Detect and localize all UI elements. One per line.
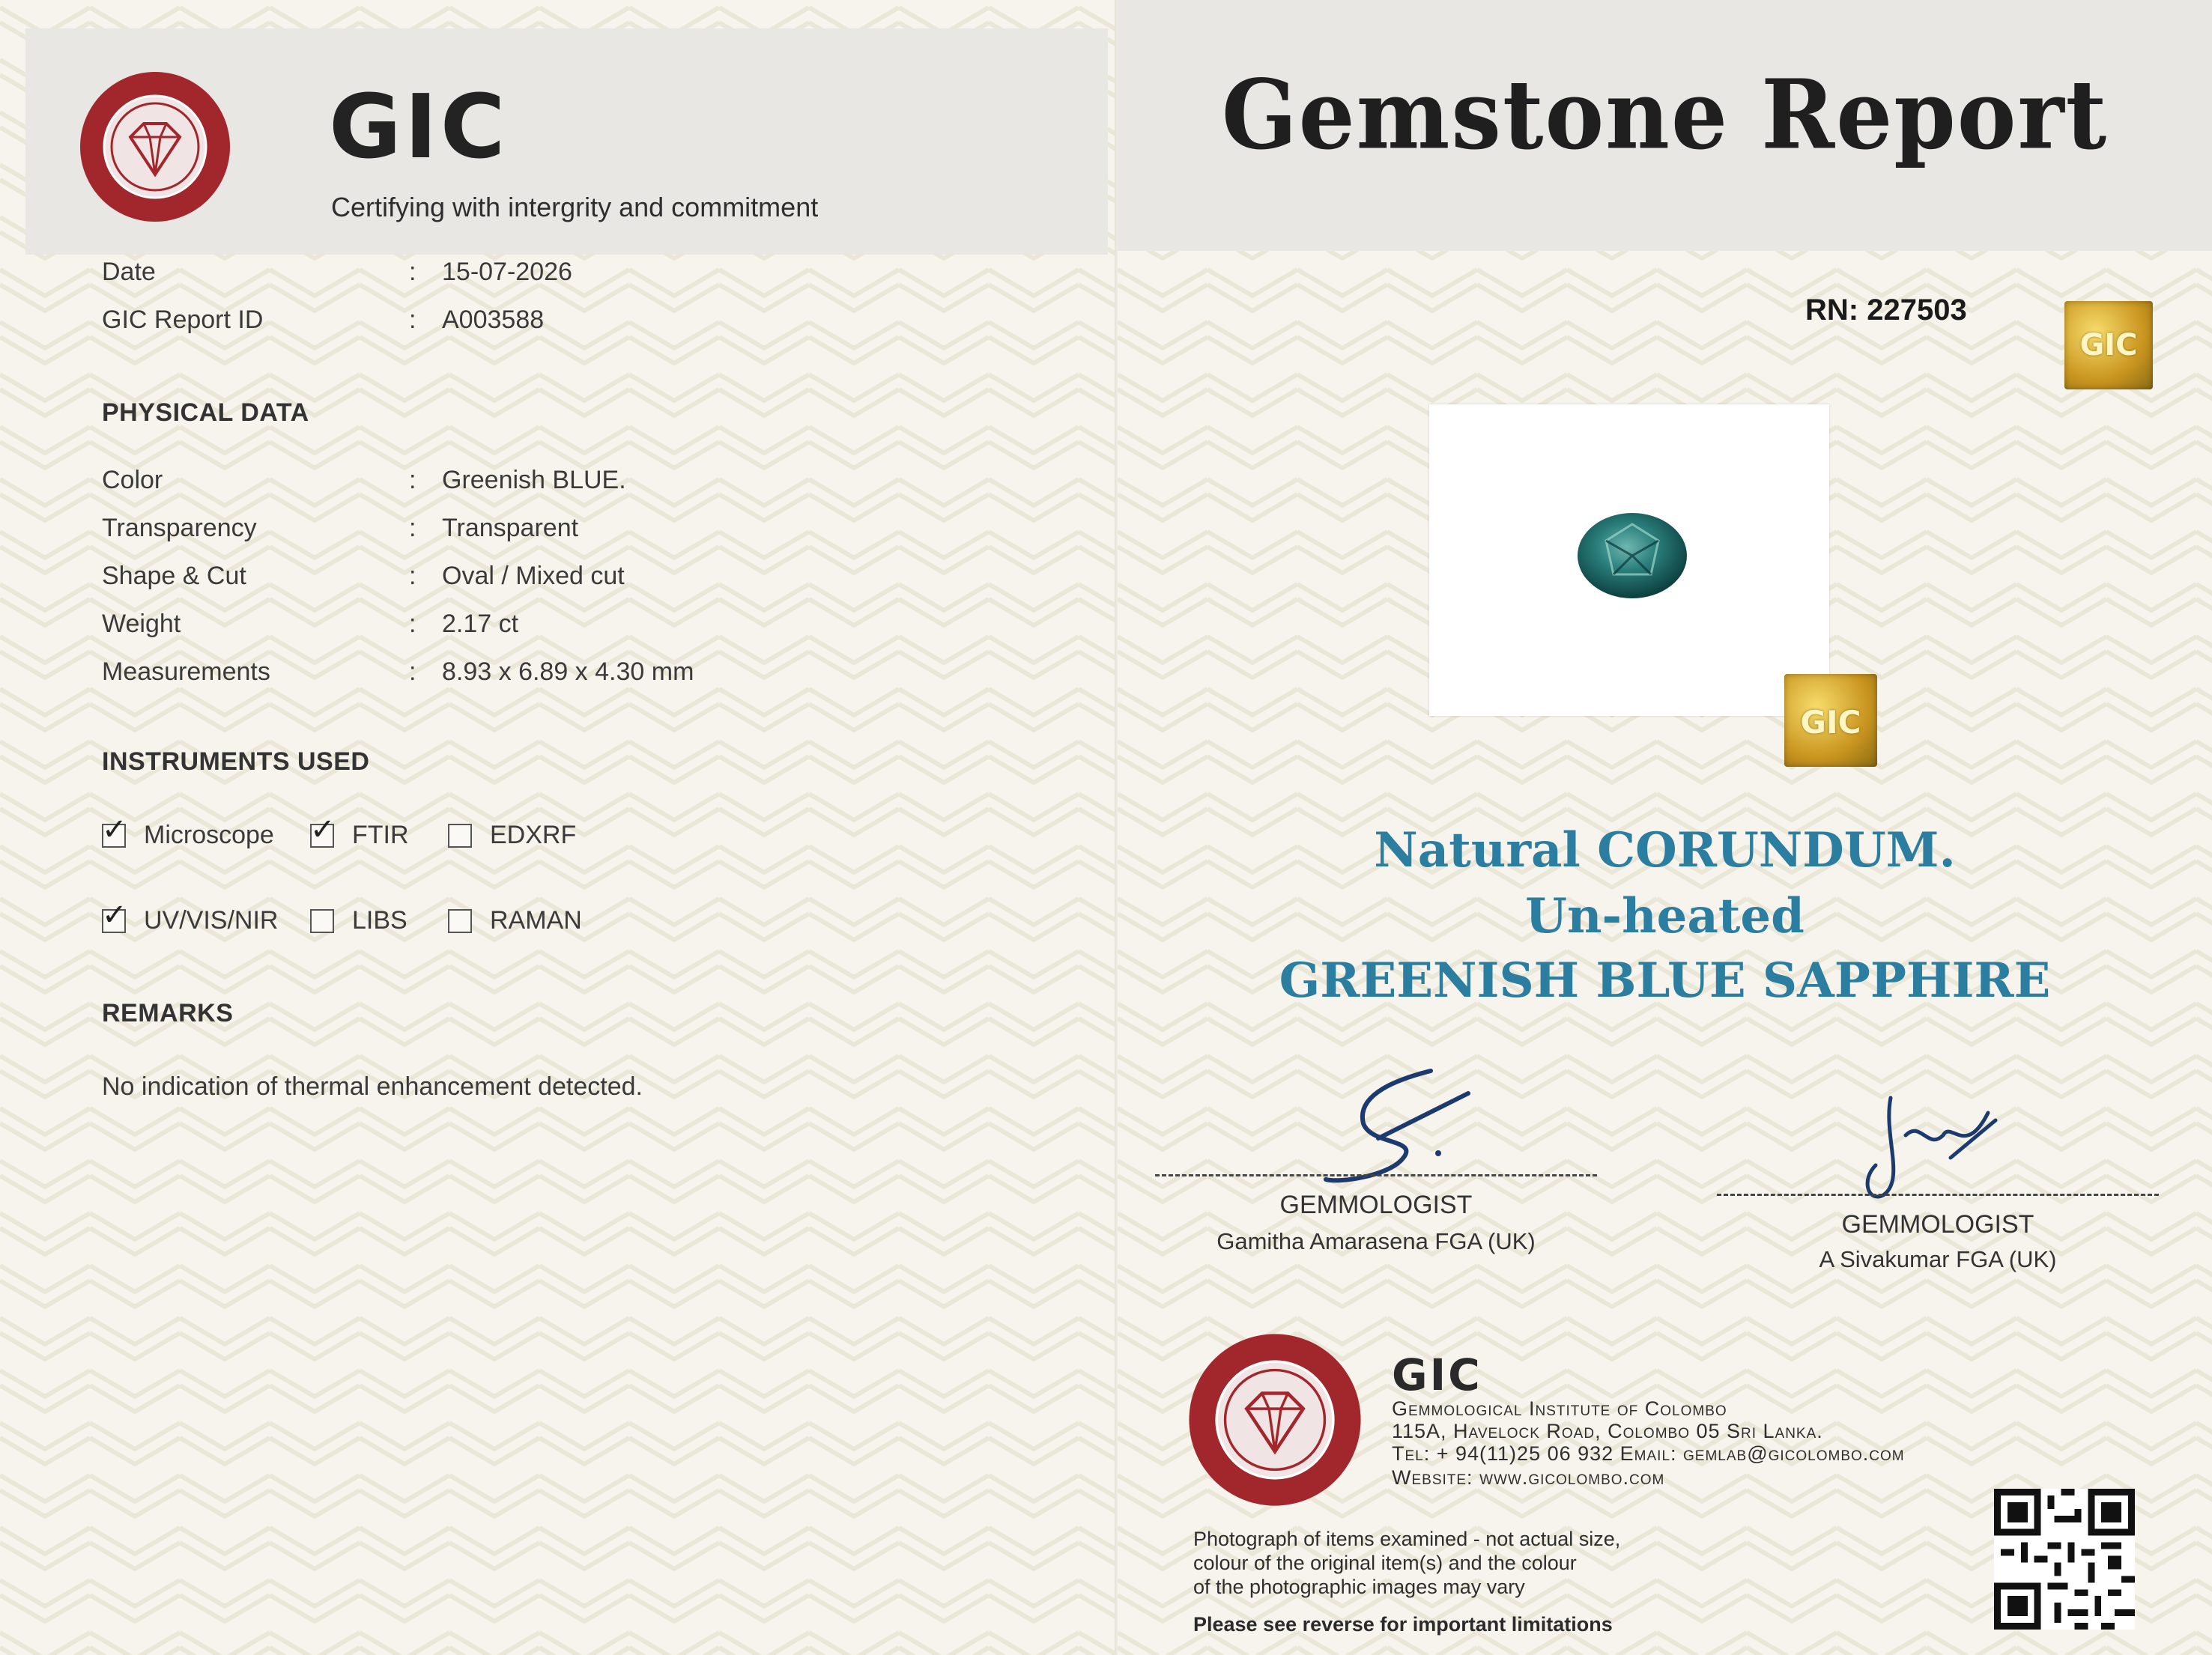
gic-seal-logo	[78, 70, 232, 224]
report-header	[25, 28, 1108, 255]
instruments-heading: INSTRUMENTS USED	[102, 747, 370, 776]
gemstone-image	[1576, 511, 1688, 601]
signature-line	[1717, 1194, 2159, 1196]
color-value: Greenish BLUE.	[442, 466, 626, 494]
photo-disclaimer-line: colour of the original item(s) and the colour	[1193, 1552, 1577, 1574]
signatory-name: A Sivakumar FGA (UK)	[1819, 1246, 2057, 1272]
colon: :	[409, 514, 416, 542]
signature-line	[1155, 1174, 1597, 1176]
instrument-label: Microscope	[144, 821, 274, 849]
check-mark-icon: ✓	[102, 899, 127, 932]
website: Website: www.gicolombo.com	[1392, 1466, 1665, 1489]
weight-label: Weight	[102, 610, 181, 638]
colon: :	[409, 562, 416, 590]
hologram-label: GIC	[2079, 328, 2138, 362]
check-mark-icon: ✓	[310, 813, 336, 846]
report-id-label: GIC Report ID	[102, 306, 264, 334]
measurements-label: Measurements	[102, 658, 270, 686]
signature-2	[1861, 1090, 2003, 1203]
hologram-sticker-icon	[1784, 674, 1877, 767]
checkbox	[102, 813, 127, 848]
institute-name: Gemmological Institute of Colombo	[1392, 1397, 1727, 1420]
remarks-heading: REMARKS	[102, 999, 234, 1027]
brand-name: GIC	[329, 75, 509, 178]
transparency-label: Transparency	[102, 514, 257, 542]
treatment-line: Un-heated	[1525, 888, 1805, 944]
instrument-label: UV/VIS/NIR	[144, 906, 279, 935]
tagline: Certifying with intergrity and commitment	[331, 192, 819, 222]
colon: :	[409, 306, 416, 334]
report-id-value: A003588	[442, 306, 545, 334]
signatory-role: GEMMOLOGIST	[1841, 1210, 2034, 1239]
check-mark-icon: ✓	[102, 813, 127, 846]
transparency-value: Transparent	[442, 514, 579, 542]
colon: :	[409, 258, 416, 286]
report-number: RN: 227503	[1805, 294, 1967, 327]
footer-brand: GIC	[1392, 1349, 1482, 1400]
identification-line: Natural CORUNDUM.	[1374, 822, 1956, 878]
instrument-label: LIBS	[352, 906, 407, 935]
color-label: Color	[102, 466, 163, 494]
limitations-note: Please see reverse for important limitations	[1193, 1613, 1613, 1636]
colon: :	[409, 610, 416, 638]
date-value: 15-07-2026	[442, 258, 572, 286]
measurements-value: 8.93 x 6.89 x 4.30 mm	[442, 658, 694, 686]
checkbox	[448, 909, 472, 933]
report-title: Gemstone Report	[1221, 58, 2109, 171]
right-panel	[1118, 0, 2212, 1655]
contact-details: Tel: + 94(11)25 06 932 Email: gemlab@gicolombo.com	[1392, 1442, 1905, 1465]
photo-disclaimer-line: Photograph of items examined - not actual size,	[1193, 1528, 1621, 1550]
physical-data-heading: PHYSICAL DATA	[102, 398, 309, 427]
checkbox	[310, 813, 336, 848]
instrument-label: EDXRF	[490, 821, 577, 849]
instrument-label: RAMAN	[490, 906, 582, 935]
hologram-label: GIC	[1800, 704, 1861, 741]
instrument-label: FTIR	[352, 821, 409, 849]
weight-value: 2.17 ct	[442, 610, 519, 638]
checkbox	[310, 909, 334, 933]
shape-cut-label: Shape & Cut	[102, 562, 246, 590]
remarks-text: No indication of thermal enhancement detected.	[102, 1072, 643, 1101]
signatory-name: Gamitha Amarasena FGA (UK)	[1216, 1228, 1536, 1254]
qr-code-icon	[1994, 1489, 2135, 1630]
checkbox	[448, 824, 472, 848]
checkbox	[102, 899, 127, 933]
variety-line: GREENISH BLUE SAPPHIRE	[1279, 953, 2051, 1009]
gemstone-photo-card	[1429, 404, 1829, 716]
colon: :	[409, 658, 416, 686]
address: 115A, Havelock Road, Colombo 05 Sri Lanka.	[1392, 1420, 1823, 1442]
signature-1	[1311, 1063, 1483, 1191]
gic-seal-logo	[1187, 1331, 1363, 1508]
signatory-role: GEMMOLOGIST	[1279, 1191, 1473, 1219]
date-label: Date	[102, 258, 156, 286]
hologram-sticker-icon	[2064, 301, 2153, 389]
photo-disclaimer-line: of the photographic images may vary	[1193, 1576, 1525, 1598]
colon: :	[409, 466, 416, 494]
shape-cut-value: Oval / Mixed cut	[442, 562, 625, 590]
